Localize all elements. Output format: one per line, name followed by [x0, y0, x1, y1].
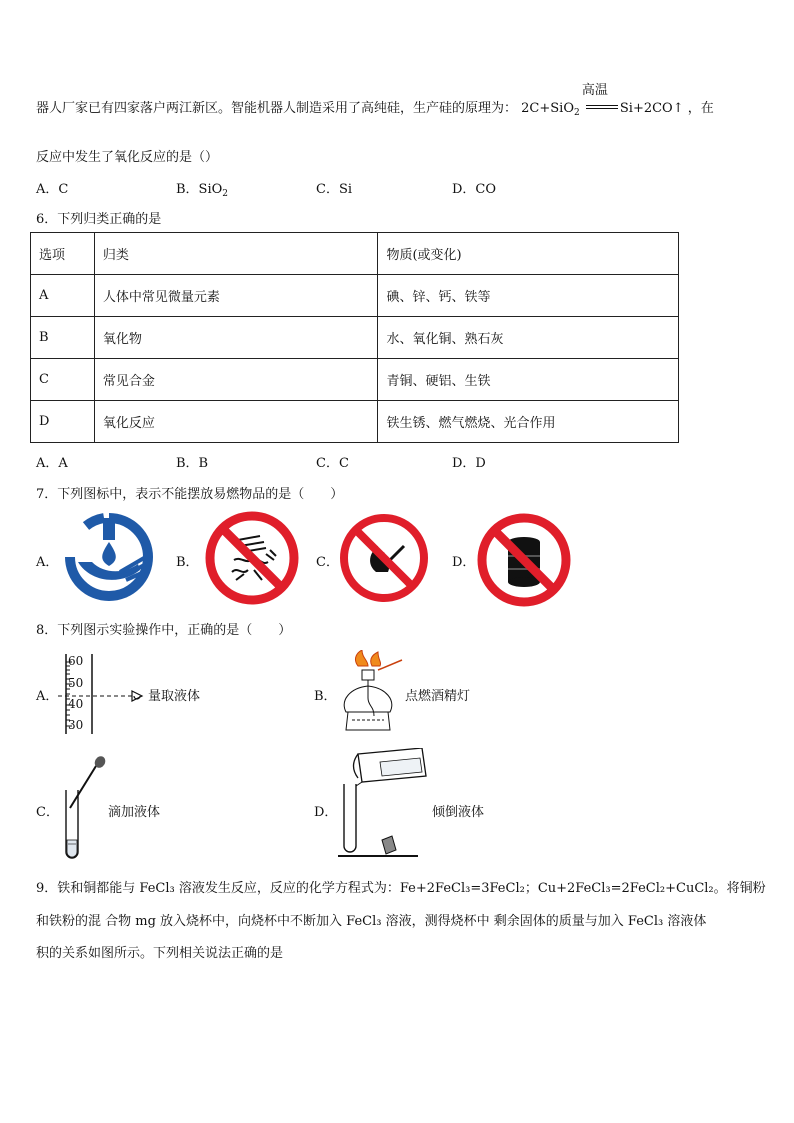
q8-caption-a: 量取液体: [148, 689, 201, 704]
q5-option-b: B．SiO$_2$: [176, 182, 229, 199]
q9-line3: 积的关系如图所示。下列相关说法正确的是: [36, 946, 284, 961]
q9-line1: 9．铁和铜都能与 FeCl₃ 溶液发生反应，反应的化学方程式为：Fe+2FeCl₃=3FeCl₂；Cu+2FeCl₃=2FeCl₂+CuCl₂。将铜粉: [36, 881, 766, 896]
eq-right: Si+2CO↑: [619, 101, 684, 116]
q6-option-c: C．C: [316, 456, 349, 471]
tick-label: 40: [68, 697, 84, 711]
q5-line2: 反应中发生了氧化反应的是（）: [36, 150, 219, 165]
q5-option-c: C．Si: [316, 182, 353, 197]
reaction-arrow: [581, 83, 620, 116]
table-header: 归类: [94, 233, 378, 275]
no-flammable-storage-icon: [204, 510, 300, 606]
table-cell: 常见合金: [94, 359, 378, 401]
q6-option-a: A．A: [36, 456, 68, 471]
dropper-test-tube-figure: [58, 756, 110, 860]
table-header: 物质(或变化): [378, 233, 679, 275]
q7-label-d: D．: [452, 555, 476, 570]
q7-label-b: B．: [176, 555, 199, 570]
table-cell: A: [31, 275, 95, 317]
table-cell: D: [31, 401, 95, 443]
q8-label-c: C．: [36, 805, 59, 820]
table-cell: 碘、锌、钙、铁等: [378, 275, 679, 317]
classification-table: [30, 232, 679, 443]
table-cell: C: [31, 359, 95, 401]
q8-caption-d: 倾倒液体: [432, 805, 485, 820]
table-cell: 氧化物: [94, 317, 378, 359]
q8-label-a: A．: [36, 689, 59, 704]
table-cell: 氧化反应: [94, 401, 378, 443]
eq-left: 2C+SiO: [521, 101, 574, 116]
table-cell: 人体中常见微量元素: [94, 275, 378, 317]
tick-label: 60: [68, 654, 84, 668]
alcohol-lamp-figure: [332, 650, 404, 736]
q5-line1-end: ，在: [687, 101, 714, 116]
table-row: [31, 317, 679, 359]
q8-label-b: B．: [314, 689, 337, 704]
q8-caption-c: 滴加液体: [108, 805, 161, 820]
q8-stem: 8．下列图示实验操作中，正确的是（ ）: [36, 623, 292, 638]
q8-caption-b: 点燃酒精灯: [405, 689, 471, 704]
table-cell: 青铜、硬铝、生铁: [378, 359, 679, 401]
eq-left-sub: 2: [574, 108, 580, 118]
q5-line1: [36, 83, 714, 118]
q5-option-d: D．CO: [452, 182, 497, 197]
q6-option-d: D．D: [452, 456, 486, 471]
q7-label-a: A．: [36, 555, 59, 570]
no-barrel-storage-icon: [476, 512, 572, 608]
q5-equation: [521, 83, 688, 118]
table-row: [31, 275, 679, 317]
q9-line2: 和铁粉的混 合物 mg 放入烧杯中，向烧杯中不断加入 FeCl₃ 溶液，测得烧杯中 剩余固体的质量与加入 FeCl₃ 溶液体: [36, 914, 707, 929]
q5-line1-text: 器人厂家已有四家落户两江新区。智能机器人制造采用了高纯硅，生产硅的原理为：: [36, 101, 518, 116]
table-cell: 水、氧化铜、熟石灰: [378, 317, 679, 359]
table-header: 选项: [31, 233, 95, 275]
q8-label-d: D．: [314, 805, 338, 820]
table-cell: 铁生锈、燃气燃烧、光合作用: [378, 401, 679, 443]
q5-option-a: A．C: [36, 182, 69, 197]
table-cell: B: [31, 317, 95, 359]
water-saving-icon: [64, 512, 154, 602]
table-row: [31, 401, 679, 443]
table-header-row: [31, 233, 679, 275]
q6-stem: 6．下列归类正确的是: [36, 212, 162, 227]
no-open-flame-icon: [338, 512, 430, 604]
table-row: [31, 359, 679, 401]
q7-stem: 7．下列图标中，表示不能摆放易燃物品的是（ ）: [36, 487, 344, 502]
q7-label-c: C．: [316, 555, 339, 570]
tick-label: 50: [68, 676, 84, 690]
tick-label: 30: [68, 718, 84, 732]
reaction-condition: 高温: [581, 83, 608, 98]
q6-option-b: B．B: [176, 456, 209, 471]
pouring-liquid-figure: [336, 748, 436, 860]
